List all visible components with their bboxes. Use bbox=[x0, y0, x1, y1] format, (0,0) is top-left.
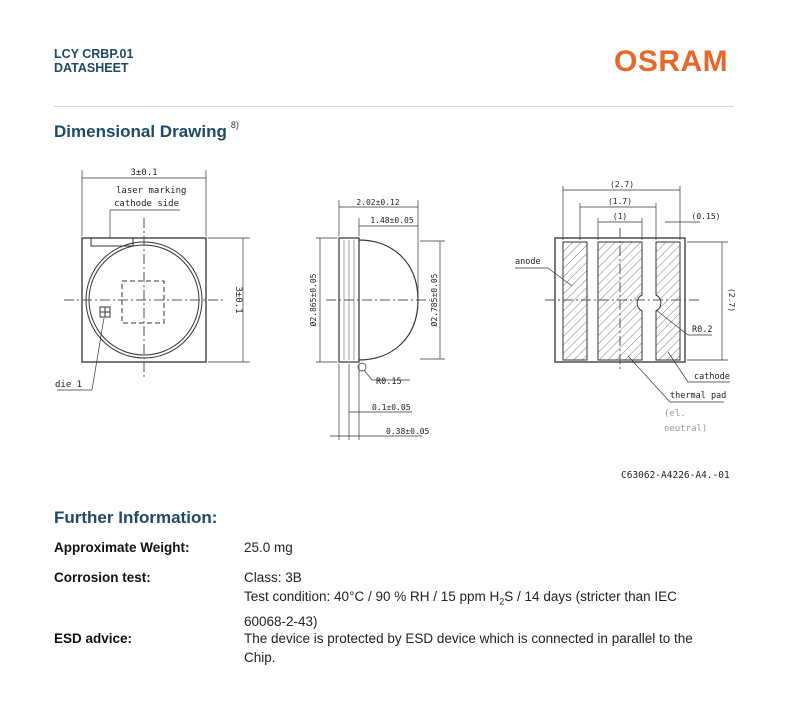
section-title-text: Dimensional Drawing bbox=[54, 122, 227, 141]
product-header bbox=[54, 47, 133, 75]
die-label: die 1 bbox=[55, 380, 83, 390]
esd-value: The device is protected by ESD device which is connected in parallel to the Chip. bbox=[244, 631, 693, 665]
weight-value: 25.0 mg bbox=[244, 540, 293, 555]
section-title-dimensional-drawing bbox=[54, 122, 239, 142]
dim-2865-label: Ø2.865±0.05 bbox=[309, 273, 318, 327]
cathode-label: cathode bbox=[694, 372, 730, 382]
dim-1-label: (1) bbox=[612, 212, 628, 221]
r02-label: R0.2 bbox=[692, 325, 713, 335]
thermal-pad-label: thermal pad bbox=[670, 391, 727, 401]
document-type: DATASHEET bbox=[54, 61, 129, 75]
corrosion-value bbox=[244, 568, 734, 631]
dim-015-label: (0.15) bbox=[691, 212, 721, 221]
top-width-label: 3±0.1 bbox=[130, 168, 158, 178]
cathode-pad bbox=[656, 242, 680, 360]
dim-27-top-label: (2.7) bbox=[609, 180, 635, 189]
r015-label: R0.15 bbox=[376, 377, 402, 387]
section-title-further-information: Further Information: bbox=[54, 508, 218, 527]
product-code: LCY CRBP.01 bbox=[54, 47, 134, 61]
laser-marking-label: laser marking bbox=[116, 186, 187, 196]
dim-17-label: (1.7) bbox=[607, 197, 633, 206]
footnote-marker: 8) bbox=[230, 120, 239, 131]
side-height-label: 3±0.1 bbox=[233, 286, 243, 314]
dim-27-side-label: (2.7) bbox=[727, 287, 736, 313]
further-information bbox=[54, 538, 734, 667]
dim-038-label: 0.38±0.05 bbox=[386, 427, 430, 436]
info-row-weight bbox=[54, 538, 734, 568]
esd-label: ESD advice: bbox=[54, 631, 133, 646]
dim-148-label: 1.48±0.05 bbox=[370, 216, 414, 225]
corrosion-label: Corrosion test: bbox=[54, 570, 151, 585]
info-row-corrosion bbox=[54, 568, 734, 629]
header-divider bbox=[54, 106, 734, 107]
neutral-label: neutral) bbox=[664, 424, 708, 434]
osram-logo: OSRAM bbox=[614, 45, 729, 78]
corrosion-class: Class: 3B bbox=[244, 570, 302, 585]
cathode-side-label: cathode side bbox=[114, 199, 180, 209]
corrosion-condition: Test condition: 40°C / 90 % RH / 15 ppm $H_2S / 14$ days (stricter than IEC bbox=[244, 589, 677, 607]
die-outline bbox=[122, 281, 164, 323]
dim-2785-label: Ø2.785±0.05 bbox=[430, 273, 439, 327]
dim-01-label: 0.1±0.05 bbox=[372, 403, 411, 412]
weight-label: Approximate Weight: bbox=[54, 540, 190, 555]
info-row-esd bbox=[54, 629, 734, 667]
anode-pad bbox=[563, 242, 587, 360]
corrosion-standard: 60068-2-43) bbox=[244, 613, 318, 629]
anode-label: anode bbox=[515, 257, 541, 267]
dimensional-drawing bbox=[0, 150, 787, 490]
el-label: (el. bbox=[664, 409, 686, 419]
dim-202-label: 2.02±0.12 bbox=[356, 198, 400, 207]
drawing-number: C63062-A4226-A4.-01 bbox=[621, 470, 730, 481]
